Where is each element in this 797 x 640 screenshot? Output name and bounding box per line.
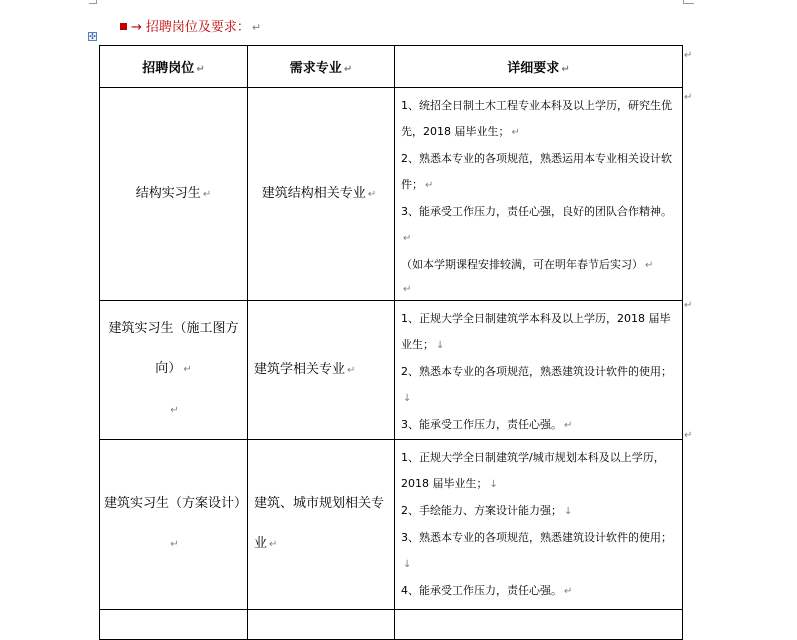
table-row xyxy=(100,610,683,640)
header-major: 需求专业 ↵ xyxy=(248,46,395,88)
row-end-mark-icon: ↵ xyxy=(684,92,693,103)
header-details: 详细要求 ↵ xyxy=(395,46,683,88)
row-end-mark-icon: ↵ xyxy=(684,430,693,441)
bullet-square-icon xyxy=(120,23,127,30)
position-cell: 结构实习生 ↵ xyxy=(100,88,248,301)
detail-line: 1、统招全日制土木工程专业本科及以上学历，研究生优先，2018 届毕业生； ↵ xyxy=(401,99,672,138)
row-end-mark-icon: ↵ xyxy=(684,300,693,311)
major-cell: 建筑结构相关专业 ↵ xyxy=(248,88,395,301)
detail-line: （如本学期课程安排较满，可在明年春节后实习） ↵ xyxy=(401,258,654,271)
arrow-icon: → xyxy=(131,20,142,35)
table-row xyxy=(100,301,683,440)
detail-line: 2、熟悉本专业的各项规范，熟悉运用本专业相关设计软件； ↵ xyxy=(401,152,672,191)
detail-line: 1、正规大学全日制建筑学/城市规划本科及以上学历，2018 届毕业生； ↓ xyxy=(401,451,665,490)
details-cell xyxy=(395,440,683,610)
section-heading-text: 招聘岗位及要求： xyxy=(145,20,250,35)
section-heading xyxy=(120,16,261,35)
row-end-mark-icon: ↵ xyxy=(684,50,693,61)
detail-line: 1、正规大学全日制建筑学本科及以上学历，2018 届毕业生； ↓ xyxy=(401,312,671,351)
major-cell: 建筑学相关专业 ↵ xyxy=(248,301,395,440)
detail-line: 3、能承受工作压力，责任心强，良好的团队合作精神。↵ xyxy=(401,205,672,244)
detail-line: 2、熟悉本专业的各项规范，熟悉建筑设计软件的使用；↓ xyxy=(401,365,672,404)
table-header-row xyxy=(100,46,683,88)
details-cell: 1、统招全日制土木工程专业本科及以上学历，研究生优先，2018 届毕业生； ↵ 2、熟悉本专业的各项规范，熟悉运用本专业相关设计软件； ↵ 3、能承受工作压力，责任心强，良好的团队合作精神。↵ （如本学期课程安排较满，可在明年春节后实习） ↵ ↵ xyxy=(395,88,683,301)
requirements-table xyxy=(99,45,683,640)
table-row xyxy=(100,88,683,301)
table-row xyxy=(100,440,683,610)
header-position: 招聘岗位 ↵ xyxy=(100,46,248,88)
page-corner-mark-right xyxy=(683,0,684,4)
table-move-handle-icon[interactable]: ✣ xyxy=(89,32,96,41)
detail-line: 2、手绘能力、方案设计能力强； ↓ xyxy=(401,504,573,517)
detail-line: 3、熟悉本专业的各项规范，熟悉建筑设计软件的使用；↓ xyxy=(401,531,672,570)
details-cell xyxy=(395,301,683,440)
position-cell: 建筑实习生（施工图方向） ↵ ↵ xyxy=(100,301,248,440)
page-corner-mark-left xyxy=(96,0,97,4)
paragraph-mark-icon: ↵ xyxy=(251,21,262,34)
detail-line: 4、能承受工作压力，责任心强。 ↵ xyxy=(401,584,573,597)
detail-line: 3、能承受工作压力，责任心强。 ↵ xyxy=(401,418,573,431)
position-cell: 建筑实习生（方案设计）↵ xyxy=(100,440,248,610)
major-cell: 建筑、城市规划相关专业 ↵ xyxy=(248,440,395,610)
